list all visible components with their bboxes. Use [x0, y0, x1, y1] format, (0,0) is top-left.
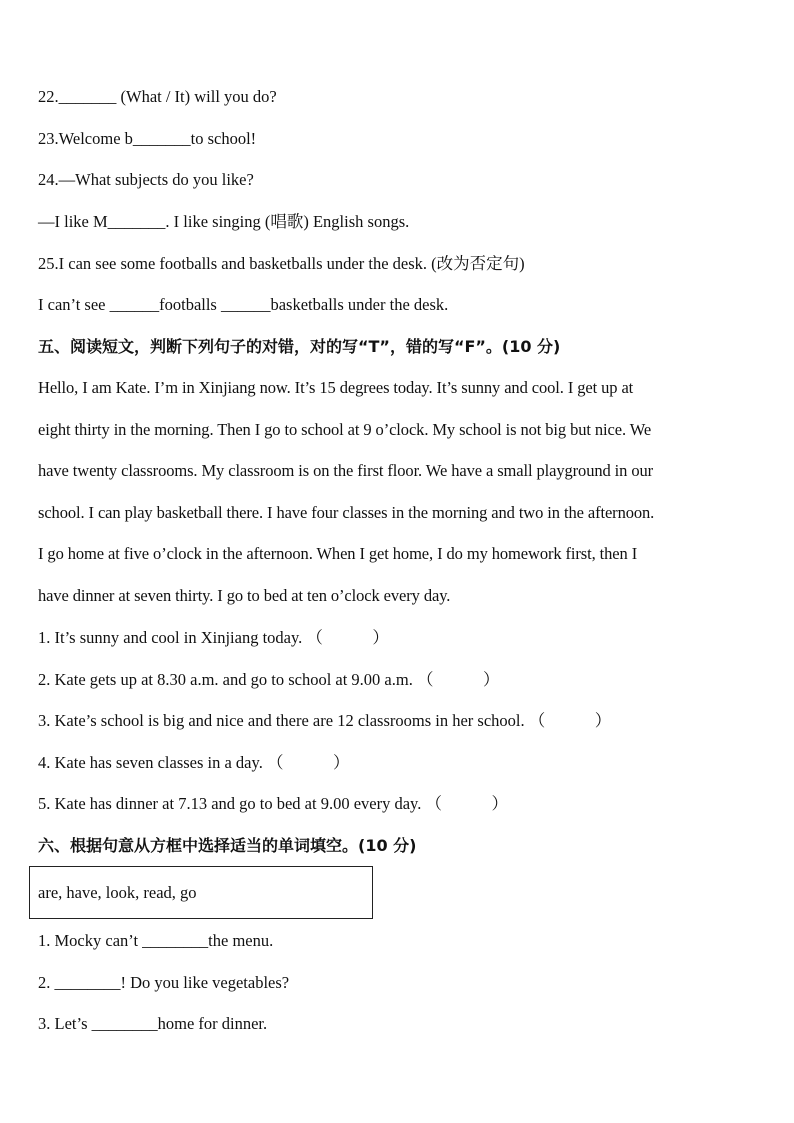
question-25-instruction: 25.I can see some footballs and basketballs under the desk. (改为否定句) [38, 254, 525, 273]
fill-item-2: 2. ________! Do you like vegetables? [38, 973, 290, 992]
section-5-heading: 五、阅读短文，判断下列句子的对错，对的写“T”，错的写“F”。(10 分) [38, 337, 561, 356]
passage-line: have twenty classrooms. My classroom is on the first floor. We have a small playground in our [38, 461, 654, 480]
question-24-answer: —I like M_______. I like singing (唱歌) English songs. [38, 212, 410, 231]
passage-line: eight thirty in the morning. Then I go to school at 9 o’clock. My school is not big but nice. We [38, 420, 652, 439]
passage-line: school. I can play basketball there. I have four classes in the morning and two in the afternoon. [38, 503, 655, 522]
statement-5: 5. Kate has dinner at 7.13 and go to bed at 9.00 every day. （ ） [38, 794, 508, 813]
question-25-answer: I can’t see ______footballs ______basketballs under the desk. [38, 295, 449, 314]
passage-line: have dinner at seven thirty. I go to bed at ten o’clock every day. [38, 586, 451, 605]
word-box [29, 866, 373, 919]
question-24-prompt: 24.—What subjects do you like? [38, 170, 254, 189]
statement-4: 4. Kate has seven classes in a day. （ ） [38, 753, 350, 772]
word-box-text: are, have, look, read, go [38, 883, 197, 902]
question-23: 23.Welcome b_______to school! [38, 129, 257, 148]
section-6-heading: 六、根据句意从方框中选择适当的单词填空。(10 分) [38, 836, 417, 855]
statement-1: 1. It’s sunny and cool in Xinjiang today. （ ） [38, 628, 389, 647]
question-22: 22._______ (What / It) will you do? [38, 87, 277, 106]
statement-3: 3. Kate’s school is big and nice and there are 12 classrooms in her school. （ ） [38, 711, 612, 730]
passage-line: I go home at five o’clock in the afternoon. When I get home, I do my homework first, then I [38, 544, 638, 563]
passage-line: Hello, I am Kate. I’m in Xinjiang now. It’s 15 degrees today. It’s sunny and cool. I get up at [38, 378, 634, 397]
statement-2: 2. Kate gets up at 8.30 a.m. and go to school at 9.00 a.m. （ ） [38, 670, 500, 689]
fill-item-1: 1. Mocky can’t ________the menu. [38, 931, 274, 950]
fill-item-3: 3. Let’s ________home for dinner. [38, 1014, 268, 1033]
